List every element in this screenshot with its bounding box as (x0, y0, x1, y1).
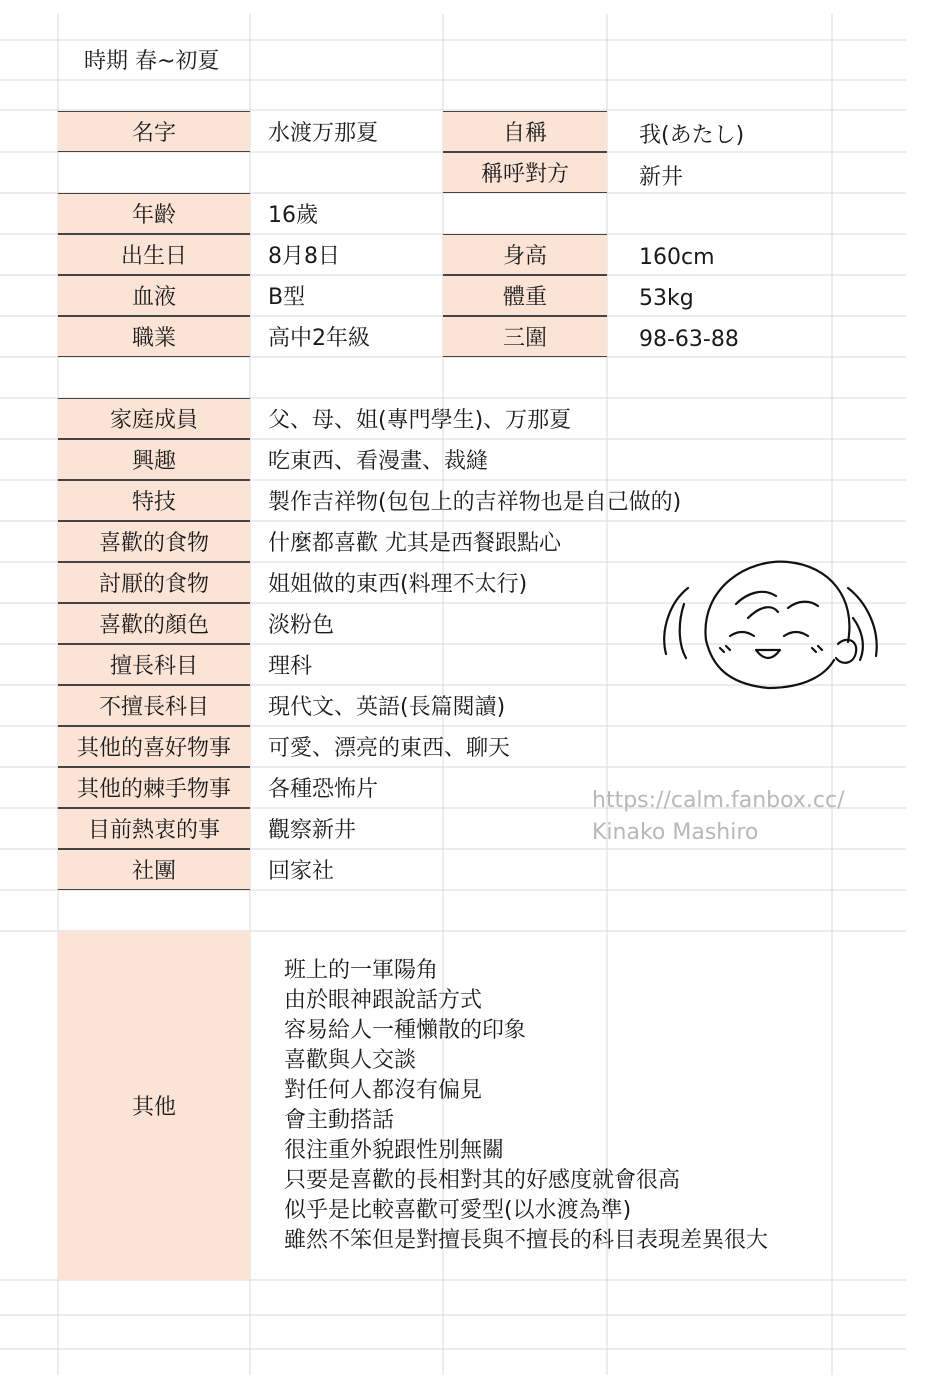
label-current-passion: 目前熱衷的事 (58, 808, 250, 849)
label-blank (58, 152, 250, 193)
value-disliked-food: 姐姐做的東西(料理不太行) (268, 572, 528, 597)
label-occupation: 職業 (58, 316, 250, 357)
note-line: 似乎是比較喜歡可愛型(以水渡為準) (284, 1198, 632, 1223)
value-self-reference: 我(あたし) (639, 123, 745, 148)
label-birthday: 出生日 (58, 234, 250, 275)
label-empty (443, 193, 607, 234)
note-line: 雖然不笨但是對擅長與不擅長的科目表現差異很大 (284, 1228, 769, 1253)
value-birthday: 8月8日 (268, 244, 340, 269)
value-address-other: 新井 (639, 165, 684, 190)
value-weak-subject: 現代文、英語(長篇閱讀) (268, 695, 506, 720)
value-weight: 53kg (639, 286, 694, 311)
label-favorite-food: 喜歡的食物 (58, 521, 250, 562)
note-line: 會主動搭話 (284, 1108, 395, 1133)
value-measurements: 98-63-88 (639, 327, 739, 352)
period-label: 時期 春~初夏 (84, 49, 220, 74)
label-family: 家庭成員 (58, 398, 250, 439)
label-height: 身高 (443, 234, 607, 275)
label-self-reference: 自稱 (443, 111, 607, 152)
value-height: 160cm (639, 245, 715, 270)
value-age: 16歲 (268, 203, 318, 228)
chibi-face-doodle (648, 548, 888, 698)
label-good-subject: 擅長科目 (58, 644, 250, 685)
other-notes (284, 956, 768, 1256)
label-hobby: 興趣 (58, 439, 250, 480)
label-name: 名字 (58, 111, 250, 152)
value-hobby: 吃東西、看漫畫、裁縫 (268, 449, 489, 474)
value-other-likes: 可愛、漂亮的東西、聊天 (268, 736, 511, 761)
label-address-other: 稱呼對方 (443, 152, 607, 193)
value-favorite-color: 淡粉色 (268, 613, 335, 638)
label-favorite-color: 喜歡的顏色 (58, 603, 250, 644)
value-family: 父、母、姐(專門學生)、万那夏 (268, 408, 572, 433)
label-measurements: 三圍 (443, 316, 607, 357)
value-occupation: 高中2年級 (268, 326, 370, 351)
note-line: 只要是喜歡的長相對其的好感度就會很高 (284, 1168, 681, 1193)
value-favorite-food: 什麼都喜歡 尤其是西餐跟點心 (268, 531, 561, 556)
note-line: 班上的一軍陽角 (284, 958, 439, 983)
value-current-passion: 觀察新井 (268, 818, 357, 843)
value-blood-type: B型 (268, 285, 306, 310)
label-skill: 特技 (58, 480, 250, 521)
watermark-url: https://calm.fanbox.cc/ (592, 788, 845, 813)
value-other-dislikes: 各種恐怖片 (268, 777, 379, 802)
value-name: 水渡万那夏 (268, 121, 379, 146)
label-disliked-food: 討厭的食物 (58, 562, 250, 603)
note-line: 喜歡與人交談 (284, 1048, 417, 1073)
label-weak-subject: 不擅長科目 (58, 685, 250, 726)
label-blood-type: 血液 (58, 275, 250, 316)
label-club: 社團 (58, 849, 250, 890)
label-other: 其他 (58, 931, 250, 1280)
value-club: 回家社 (268, 859, 335, 884)
label-weight: 體重 (443, 275, 607, 316)
value-empty (607, 193, 832, 234)
label-other-likes: 其他的喜好物事 (58, 726, 250, 767)
watermark-author: Kinako Mashiro (592, 820, 759, 845)
note-line: 對任何人都沒有偏見 (284, 1078, 483, 1103)
label-other-dislikes: 其他的棘手物事 (58, 767, 250, 808)
value-skill: 製作吉祥物(包包上的吉祥物也是自己做的) (268, 490, 682, 515)
label-age: 年齡 (58, 193, 250, 234)
note-line: 很注重外貌跟性別無關 (284, 1138, 505, 1163)
note-line: 容易給人一種懶散的印象 (284, 1018, 527, 1043)
value-good-subject: 理科 (268, 654, 313, 679)
value-blank (250, 152, 443, 193)
note-line: 由於眼神跟說話方式 (284, 988, 483, 1013)
